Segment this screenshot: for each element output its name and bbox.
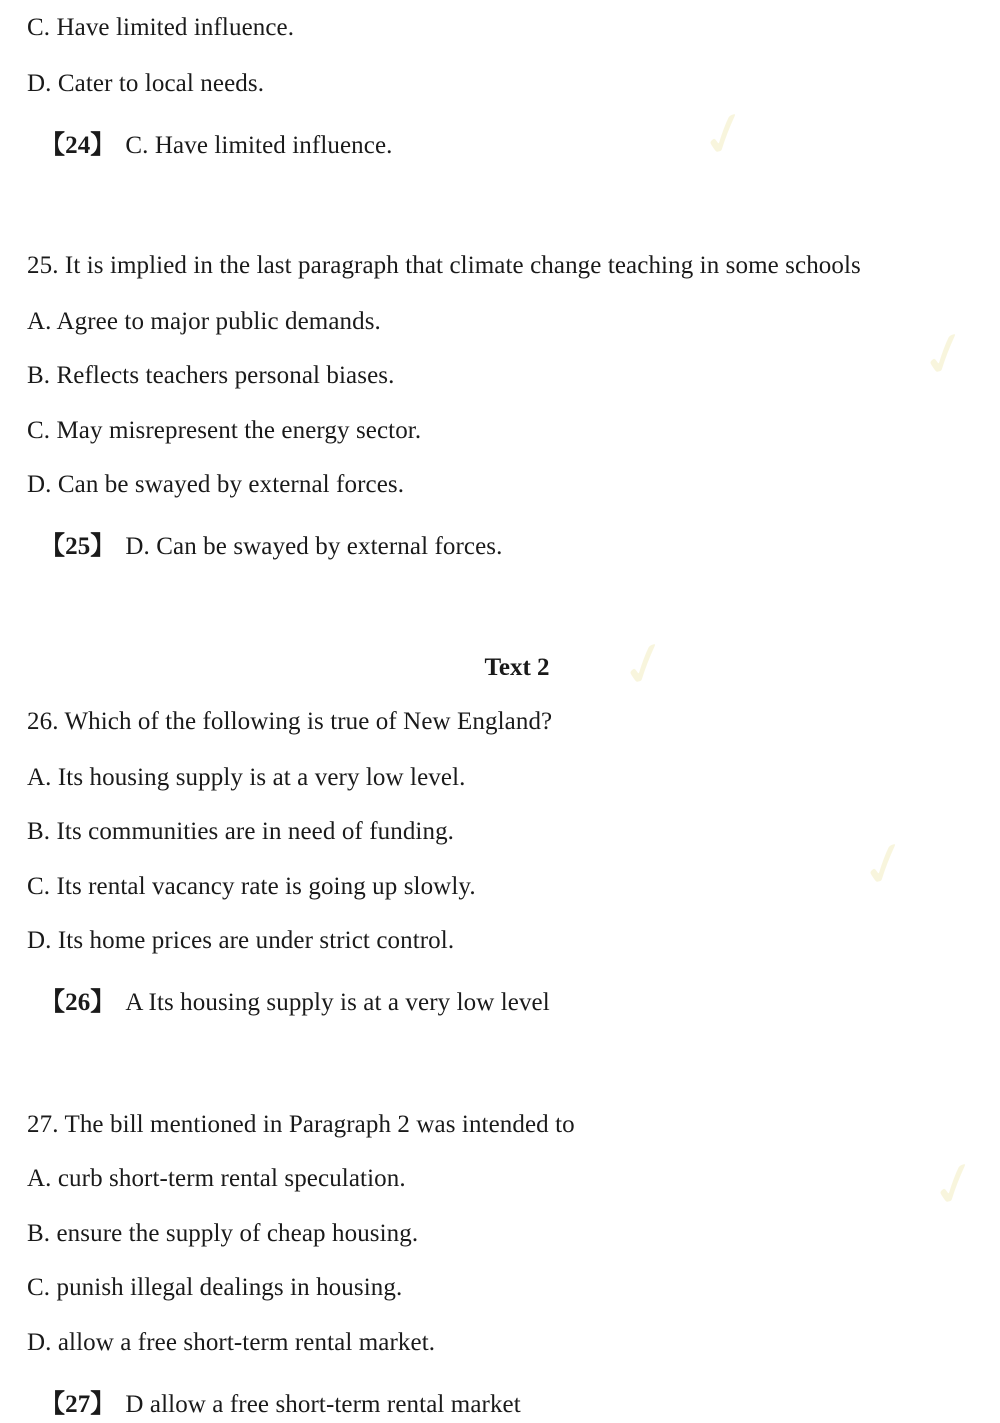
q27-option-d: D. allow a free short-term rental market. bbox=[27, 1329, 436, 1356]
watermark-mark: ✓ bbox=[911, 314, 979, 396]
q27-option-b: B. ensure the supply of cheap housing. bbox=[27, 1220, 419, 1247]
q27-option-c: C. punish illegal dealings in housing. bbox=[27, 1274, 403, 1301]
q27-answer bbox=[40, 1390, 521, 1420]
watermark-mark: ✓ bbox=[851, 824, 919, 906]
q26-answer-text: A Its housing supply is at a very low level bbox=[125, 989, 550, 1016]
q26-option-b: B. Its communities are in need of funding. bbox=[27, 818, 455, 845]
q27-stem: 27. The bill mentioned in Paragraph 2 was intended to bbox=[27, 1111, 575, 1138]
q24-option-c: C. Have limited influence. bbox=[27, 14, 295, 41]
watermark-mark: ✓ bbox=[611, 624, 679, 706]
q25-answer-text: D. Can be swayed by external forces. bbox=[125, 533, 503, 560]
q27-option-a: A. curb short-term rental speculation. bbox=[27, 1165, 406, 1192]
q26-stem: 26. Which of the following is true of New England? bbox=[27, 708, 553, 735]
watermark-mark: ✓ bbox=[691, 94, 759, 176]
q25-answer bbox=[40, 532, 502, 562]
q24-answer-text: C. Have limited influence. bbox=[125, 132, 393, 159]
q26-option-d: D. Its home prices are under strict control. bbox=[27, 927, 455, 954]
q25-option-a: A. Agree to major public demands. bbox=[27, 308, 381, 335]
q24-answer-number: 【24】 bbox=[40, 132, 116, 159]
q25-option-c: C. May misrepresent the energy sector. bbox=[27, 417, 422, 444]
q26-answer-number: 【26】 bbox=[40, 989, 116, 1016]
q25-option-b: B. Reflects teachers personal biases. bbox=[27, 362, 395, 389]
q26-option-a: A. Its housing supply is at a very low level. bbox=[27, 764, 466, 791]
q27-answer-text: D allow a free short-term rental market bbox=[125, 1391, 521, 1418]
section-title: Text 2 bbox=[484, 654, 550, 681]
q26-answer bbox=[40, 988, 550, 1018]
q25-option-d: D. Can be swayed by external forces. bbox=[27, 471, 405, 498]
q25-stem: 25. It is implied in the last paragraph that climate change teaching in some schools bbox=[27, 252, 861, 279]
q25-answer-number: 【25】 bbox=[40, 533, 116, 560]
watermark-mark: ✓ bbox=[921, 1144, 989, 1226]
q26-option-c: C. Its rental vacancy rate is going up slowly. bbox=[27, 873, 476, 900]
q24-option-d: D. Cater to local needs. bbox=[27, 70, 265, 97]
q27-answer-number: 【27】 bbox=[40, 1391, 116, 1418]
q24-answer bbox=[40, 131, 393, 161]
